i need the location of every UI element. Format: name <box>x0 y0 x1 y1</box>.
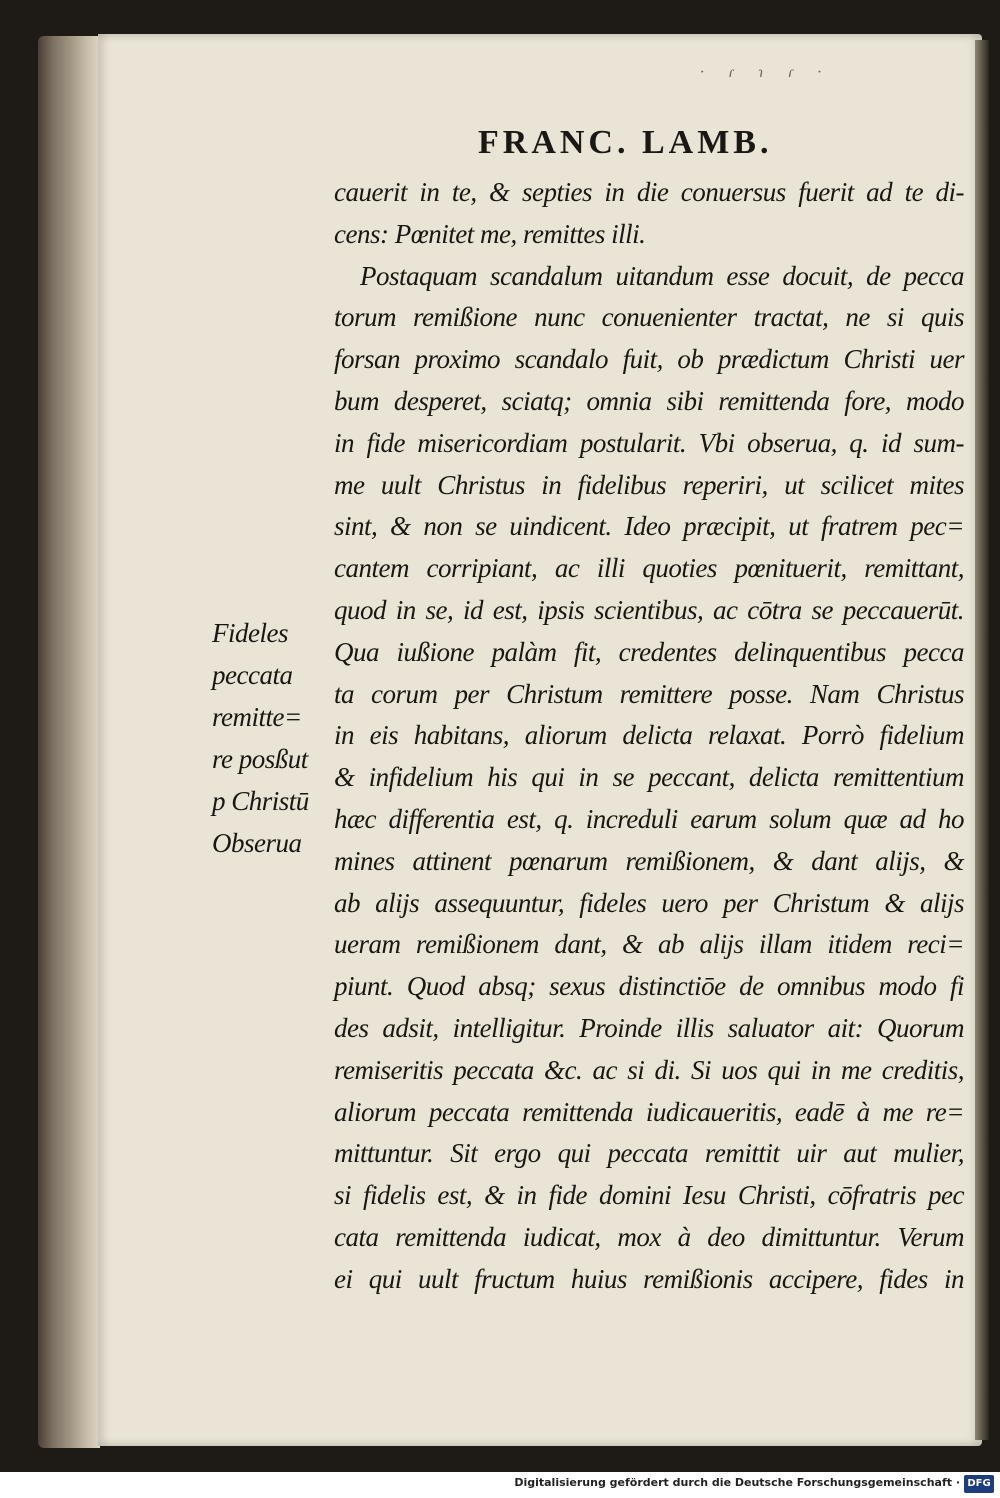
text-line: cens: Pœnitet me, remittes illi. <box>334 218 646 249</box>
text-line: ta corum per Christum remittere posse. Nam Christus <box>334 678 964 709</box>
text-line: mines attinent pœnarum remißionem, & dant alijs, & <box>334 845 964 876</box>
text-line: sint, & non se uindicent. Ideo præcipit, ut fratrem pec= <box>334 511 964 542</box>
text-line: Qua iußione palàm fit, credentes delinquentibus pecca <box>334 636 964 667</box>
text-line: ueram remißionem dant, & ab alijs illam itidem reci= <box>334 929 964 960</box>
text-line: ab alijs assequuntur, fideles uero per Christum & alijs <box>334 887 964 918</box>
text-line: piunt. Quod absq; sexus distinctiōe de omnibus modo fi <box>334 971 964 1002</box>
text-line: torum remißione nunc conuenienter tractat, ne si quis <box>334 302 964 333</box>
text-line: mittuntur. Sit ergo qui peccata remittit uir aut mulier, <box>334 1138 964 1169</box>
page-gutter-shadow <box>975 40 989 1440</box>
text-line: ei qui uult fructum huius remißionis accipere, fides in <box>334 1263 964 1294</box>
margin-note-line: re posßut <box>212 744 308 774</box>
text-line: forsan proximo scandalo fuit, ob prædictum Christi uer <box>334 344 964 375</box>
main-text-block <box>334 172 964 1301</box>
dfg-logo-icon: DFG <box>964 1475 994 1493</box>
text-line: hæc differentia est, q. increduli earum solum quæ ad ho <box>334 803 964 834</box>
text-line: si fidelis est, & in fide domini Iesu Christi, cōfratris pec <box>334 1180 964 1211</box>
margin-note-line: peccata <box>212 660 293 690</box>
text-line: quod in se, id est, ipsis scientibus, ac cōtra se peccauerūt. <box>334 594 964 625</box>
text-line: cata remittenda iudicat, mox à deo dimittuntur. Verum <box>334 1221 964 1252</box>
margin-note-line: p Christū <box>212 786 309 816</box>
running-head: FRANC. LAMB. <box>478 124 773 161</box>
margin-note-line: Obserua <box>212 828 302 858</box>
text-line: cantem corripiant, ac illi quoties pœnituerit, remittant, <box>334 553 964 584</box>
footer-bar <box>0 1472 1000 1498</box>
margin-note-line: remitte= <box>212 702 302 732</box>
text-line: aliorum peccata remittenda iudicaueritis, eadē à me re= <box>334 1096 964 1127</box>
funding-credit: Digitalisierung gefördert durch die Deutsche Forschungsgemeinschaft · <box>514 1476 960 1489</box>
text-line: in eis habitans, aliorum delicta relaxat. Porrò fidelium <box>334 720 964 751</box>
text-line: cauerit in te, & septies in die conuersus fuerit ad te di- <box>334 177 964 207</box>
text-line: & infidelium his qui in se peccant, delicta remittentium <box>334 762 964 793</box>
text-line: bum desperet, sciatq; omnia sibi remittenda fore, modo <box>334 385 964 416</box>
text-line: me uult Christus in fidelibus reperiri, ut scilicet mites <box>334 469 964 500</box>
text-line: remiseritis peccata &c. ac si di. Si uos qui in me creditis, <box>334 1054 964 1085</box>
text-line: des adsit, intelligitur. Proinde illis saluator ait: Quorum <box>334 1012 964 1043</box>
text-line: Postaquam scandalum uitandum esse docuit, de pecca <box>360 260 964 291</box>
margin-note-line: Fideles <box>212 618 288 648</box>
book-page-edges <box>38 36 100 1448</box>
marginal-note <box>212 612 322 864</box>
signature-marks: · ɾ ɿ ɾ · <box>700 64 832 81</box>
text-line: in fide misericordiam postularit. Vbi obserua, q. id sum- <box>334 427 964 458</box>
